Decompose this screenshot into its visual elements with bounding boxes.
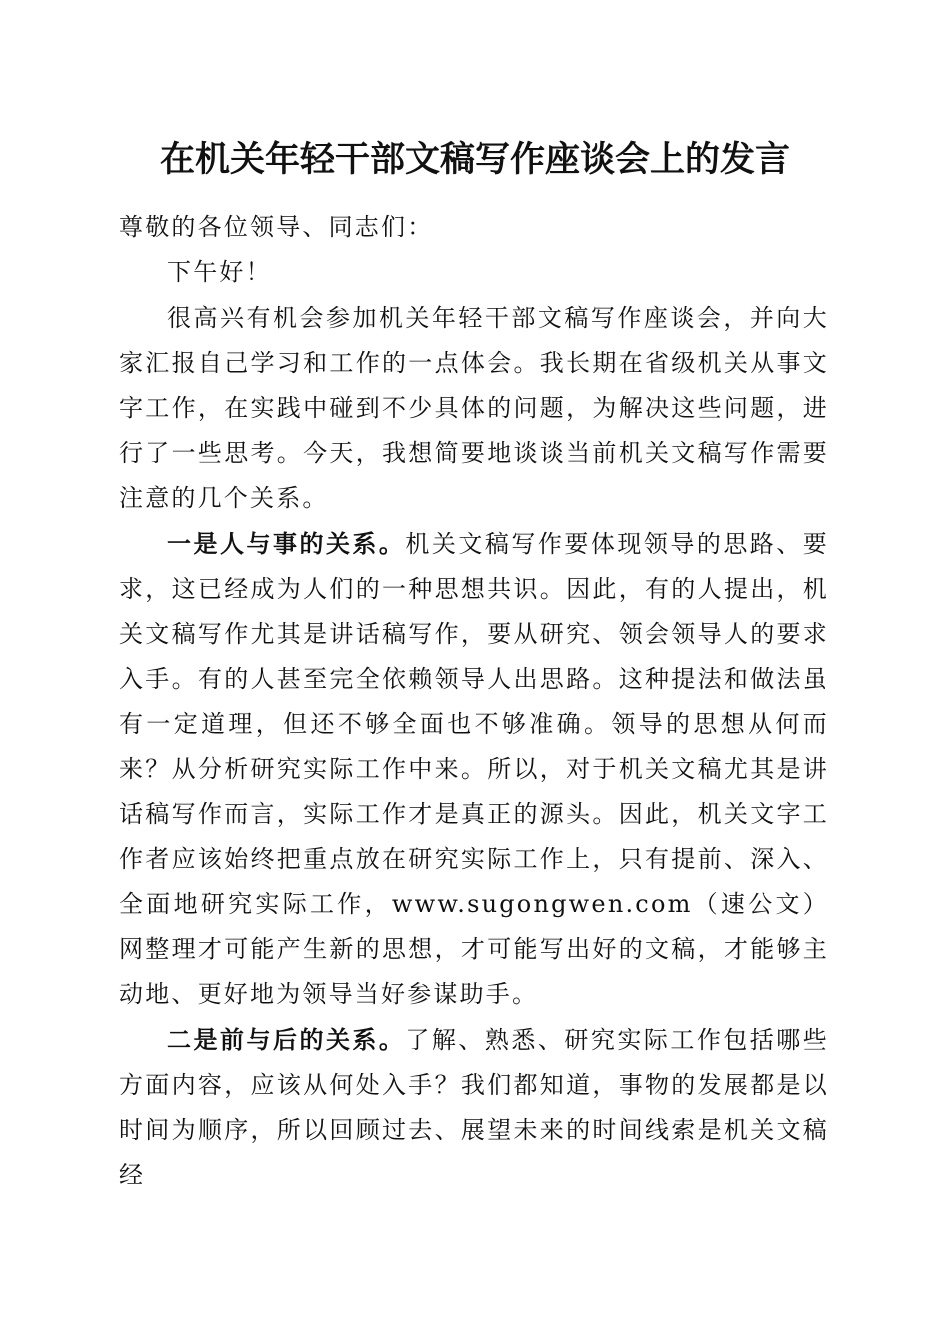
paragraph-before-and-after: [119, 1017, 829, 1198]
paragraph-text: 了解、熟悉、研究实际工作包括哪些方面内容，应该从何处入手？我们都知道，事物的发展都是以时间为顺序，所以回顾过去、展望未来的时间线索是机关文稿经: [119, 1026, 829, 1189]
salutation: 尊敬的各位领导、同志们：: [119, 213, 434, 241]
paragraph-lead: 一是人与事的关系。: [167, 529, 406, 558]
paragraph-person-and-matter: [119, 521, 829, 1017]
document-body: [119, 205, 829, 1198]
paragraph-intro: [119, 295, 829, 521]
paragraph-text: 很高兴有机会参加机关年轻干部文稿写作座谈会，并向大家汇报自己学习和工作的一点体会。我长期在省级机关从事文字工作，在实践中碰到不少具体的问题，为解决这些问题，进行了一些思考。今天，我想简要地谈谈当前机关文稿写作需要注意的几个关系。: [119, 304, 829, 512]
greeting: 下午好！: [167, 258, 272, 286]
document-title: 在机关年轻干部文稿写作座谈会上的发言: [159, 139, 790, 180]
paragraph-text: 机关文稿写作要体现领导的思路、要求，这已经成为人们的一种思想共识。因此，有的人提出，机关文稿写作尤其是讲话稿写作，要从研究、领会领导人的要求入手。有的人甚至完全依赖领导人出思路。这种提法和做法虽有一定道理，但还不够全面也不够准确。领导的思想从何而来？从分析研究实际工作中来。所以，对于机关文稿尤其是讲话稿写作而言，实际工作才是真正的源头。因此，机关文字工作者应该始终把重点放在研究实际工作上，只有提前、深入、全面地研究实际工作，www.sugongwen.com（速公文）网整理才可能产生新的思想，才可能写出好的文稿，才能够主动地、更好地为领导当好参谋助手。: [119, 530, 829, 1008]
paragraph-lead: 二是前与后的关系。: [167, 1025, 406, 1054]
